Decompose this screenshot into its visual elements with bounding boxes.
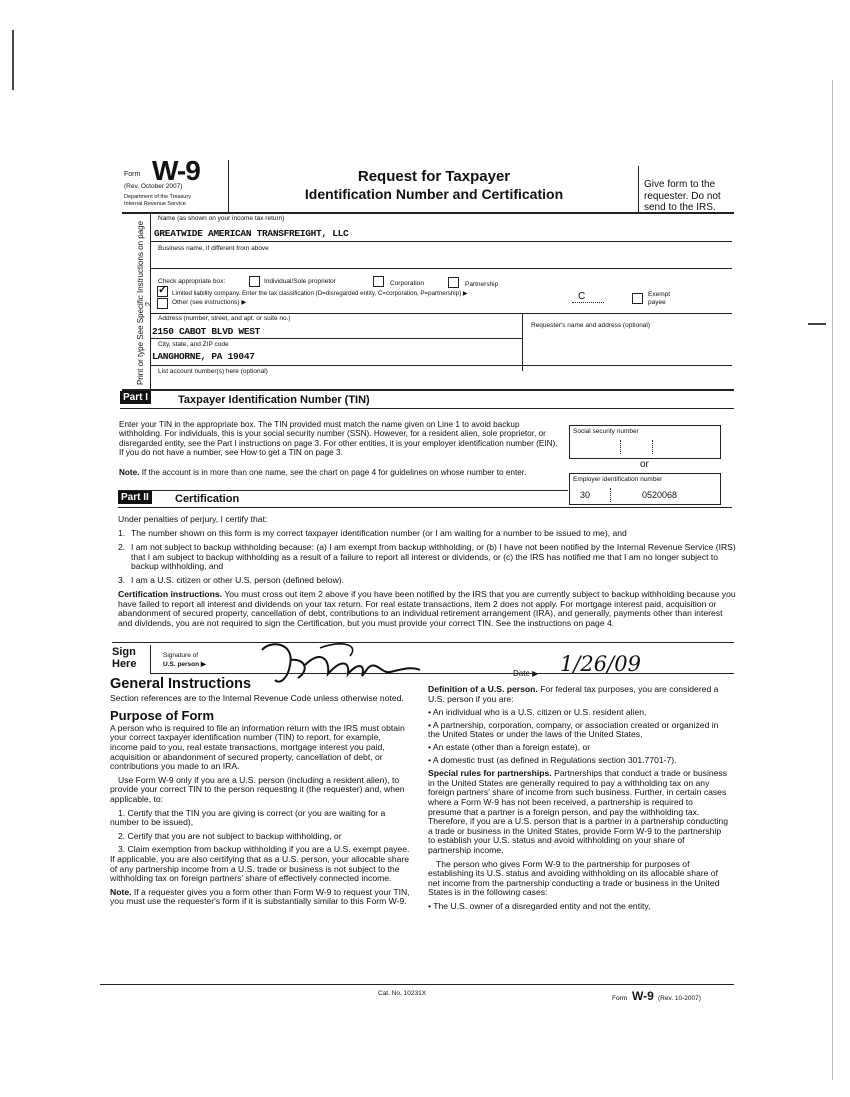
part2-item-3 xyxy=(118,576,730,586)
form-title-line2: Identification Number and Certification xyxy=(304,186,564,202)
disregarded-entity-bullet: • The U.S. owner of a disregarded entity and not the entity, xyxy=(428,900,651,911)
ein-label: Employer identification number xyxy=(573,476,663,483)
catalog-number: Cat. No. 10231X xyxy=(378,990,427,997)
part1-note-label: Note. xyxy=(119,468,140,477)
us-person-text: For federal tax purposes, you are considered a U.S. person if you are: xyxy=(428,684,719,704)
scan-mark-right xyxy=(808,323,826,325)
purpose-p1: A person who is required to file an information return with the IRS must obtain your correct taxpayer identification number (TIN) to report, for example, income paid to you, real estate transactions, mortgage interest you paid, acquisition or abandonment of secured property, cancellation of debt, or contributions you made to an IRA. xyxy=(110,722,405,772)
other-label: Other (see instructions) ▶ xyxy=(172,299,247,306)
left-column xyxy=(110,676,410,911)
footer-revision: (Rev. 10-2007) xyxy=(658,995,701,1002)
header-bottom-rule xyxy=(122,212,734,214)
us-person-list xyxy=(428,708,728,765)
part2-item-2 xyxy=(118,543,738,572)
item-num: 3. xyxy=(118,575,126,585)
ssn-sep-1 xyxy=(620,440,621,454)
ein-box[interactable] xyxy=(569,473,721,505)
part1-title: Taxpayer Identification Number (TIN) xyxy=(178,394,370,406)
ein-suffix: 0520068 xyxy=(642,490,678,500)
signature-label-1: Signature of xyxy=(163,652,199,659)
special-rules-label: Special rules for partnerships. xyxy=(428,768,552,779)
name-rule xyxy=(150,241,732,242)
sign-divider xyxy=(150,645,151,673)
part1-text xyxy=(119,420,561,458)
header-divider-right xyxy=(638,166,639,212)
scan-edge-right xyxy=(832,80,833,1080)
requester-divider xyxy=(522,313,523,371)
us-person-label: Definition of a U.S. person. xyxy=(428,684,538,694)
form-number: W-9 xyxy=(152,155,200,186)
left-note xyxy=(110,888,410,907)
part2-rule xyxy=(118,507,732,508)
ssn-sep-2 xyxy=(652,440,653,454)
item-text: I am not subject to backup withholding because: (a) I am exempt from backup withholding, or (b) I have not been notified by the Internal Revenue Service (IRS) that I am subject to backup withholding as a result of a failure to report all interest or dividends, or (c) the IRS has notified me that I am no longer subject to backup withholding, and xyxy=(131,542,736,572)
item-text: The number shown on this form is my correct taxpayer identification number (or I am waiting for a number to be issued to me), and xyxy=(131,528,627,538)
us-person-definition xyxy=(428,685,728,704)
corporation-label: Corporation xyxy=(390,280,424,287)
llc-check-mark: ✓ xyxy=(158,284,168,296)
purpose-p2: Use Form W-9 only if you are a U.S. person (including a resident alien), to provide your correct TIN to the person requesting it (the requester) and, when applicable, to: xyxy=(110,774,405,804)
part2-item-1 xyxy=(118,529,730,539)
part1-note xyxy=(119,468,549,477)
side-instructions: Print or type See Specific Instructions on page 2. xyxy=(136,220,153,386)
date-value[interactable]: 1/26/09 xyxy=(560,652,641,676)
exempt-payee-label: Exempt payee xyxy=(648,291,671,306)
name-value[interactable]: GREATWIDE AMERICAN TRANSFREIGHT, LLC xyxy=(154,228,349,239)
part2-label: Part II xyxy=(118,491,152,504)
ein-sep xyxy=(610,488,611,502)
ein-prefix: 30 xyxy=(580,490,591,500)
cert-instructions-text: You must cross out item 2 above if you have been notified by the IRS that you are currently subject to backup withholding because you have failed to report all interest and dividends on your tax return. For real estate transactions, item 2 does not apply. For mortgage interest paid, acquisition or abandonment of secured property, cancellation of debt, contributions to an individual retirement arrangement (IRA), and generally, payments other than interest and dividends, you are not required to sign the Certification, but you must provide your correct TIN. See the instructions on page 4. xyxy=(118,589,736,628)
list-item: • A domestic trust (as defined in Regulations section 301.7701-7). xyxy=(428,754,677,765)
llc-label: Limited liability company. Enter the tax classification (D=disregarded entity, C=corporation, P=partnership) ▶ xyxy=(172,290,468,297)
account-rule xyxy=(122,389,734,391)
general-instructions-heading: General Instructions xyxy=(110,676,252,692)
item-num: 1. xyxy=(118,528,126,538)
gives-form-paragraph: The person who gives Form W-9 to the partnership for purposes of establishing its U.S. status and avoiding withholding on its allocable share of net income from the partnership conducting a trade or business in the United States is in the following cases: xyxy=(428,858,720,898)
cert-instructions-label: Certification instructions. xyxy=(118,589,223,599)
section-refs: Section references are to the Internal Revenue Code unless otherwise noted. xyxy=(110,692,404,703)
purpose-heading: Purpose of Form xyxy=(110,708,215,724)
city-rule xyxy=(150,365,732,366)
part1-note-text: If the account is in more than one name, see the chart on page 4 for guidelines on whose number to enter. xyxy=(141,468,527,477)
form-label: Form xyxy=(124,171,141,178)
list-item: • A partnership, corporation, company, or association created or organized in the United States or under the laws of the United States, xyxy=(428,719,719,740)
other-checkbox[interactable] xyxy=(157,298,168,309)
sign-here: Sign Here xyxy=(112,646,137,670)
dept-treasury: Department of the Treasury xyxy=(124,194,191,200)
city-label: City, state, and ZIP code xyxy=(158,341,229,348)
exempt-payee-checkbox[interactable] xyxy=(632,293,643,304)
footer-form-label: Form xyxy=(612,995,628,1002)
form-title-line1: Request for Taxpayer xyxy=(357,168,511,185)
header-divider-left xyxy=(228,160,229,212)
tin-or: or xyxy=(640,459,649,470)
date-label: Date ▶ xyxy=(513,669,539,678)
purpose-p4: 2. Certify that you are not subject to backup withholding, or xyxy=(118,830,342,841)
classification-rule xyxy=(150,313,732,314)
list-item: • An individual who is a U.S. citizen or U.S. resident alien, xyxy=(428,707,647,718)
account-label: List account number(s) here (optional) xyxy=(158,368,268,375)
business-rule xyxy=(150,268,732,269)
business-label: Business name, if different from above xyxy=(158,245,269,252)
signature-label-2: U.S. person ▶ xyxy=(163,661,206,668)
item-text: I am a U.S. citizen or other U.S. person (defined below). xyxy=(131,575,345,585)
footer-form-number: W-9 xyxy=(632,989,654,1003)
form-revision: (Rev. October 2007) xyxy=(124,183,183,190)
city-value[interactable]: LANGHORNE, PA 19047 xyxy=(152,351,255,362)
part1-label: Part I xyxy=(120,391,151,404)
purpose-p3: 1. Certify that the TIN you are giving is correct (or you are waiting for a number to be issued), xyxy=(110,807,386,828)
name-label: Name (as shown on your income tax return) xyxy=(158,215,285,222)
purpose-p5: 3. Claim exemption from backup withholding if you are a U.S. exempt payee. If applicable, you are also certifying that as a U.S. person, your allocable share of any partnership income from a U.S. trade or business is not subject to the withholding tax on foreign partners' share of effectively connected income. xyxy=(110,844,410,884)
individual-label: Individual/Sole proprietor xyxy=(264,278,336,285)
part2-title: Certification xyxy=(175,493,240,505)
cert-instructions xyxy=(118,590,736,628)
left-note-label: Note. xyxy=(110,886,132,897)
partnership-label: Partnership xyxy=(465,281,499,288)
ssn-label: Social security number xyxy=(573,428,639,435)
part2-intro: Under penalties of perjury, I certify that: xyxy=(118,514,268,524)
list-item: • An estate (other than a foreign estate), or xyxy=(428,741,591,752)
llc-class-rule xyxy=(572,302,604,303)
right-column xyxy=(428,685,728,915)
llc-class-value[interactable]: C xyxy=(578,291,586,302)
give-form-note: Give form to the requester. Do not send to the IRS. xyxy=(644,179,721,213)
corporation-checkbox[interactable] xyxy=(373,276,384,287)
special-rules xyxy=(428,769,728,855)
part1-instructions: Enter your TIN in the appropriate box. The TIN provided must match the name given on Line 1 to avoid backup withholding. For individuals, this is your social security number (SSN). However, for a resident alien, sole proprietor, or disregarded entity, see the Part I instructions on page 3. For other entities, it is your employer identification number (EIN). If you do not have a number, see How to get a TIN on page 3. xyxy=(119,420,558,458)
footer-rule xyxy=(100,984,734,985)
ssn-box[interactable] xyxy=(569,425,721,459)
individual-checkbox[interactable] xyxy=(249,276,260,287)
requester-label: Requester's name and address (optional) xyxy=(531,322,651,329)
check-label: Check appropriate box: xyxy=(158,278,226,285)
address-label: Address (number, street, and apt. or suite no.) xyxy=(158,315,291,322)
scan-edge-left xyxy=(12,30,14,90)
sign-rule xyxy=(150,673,734,674)
address-rule xyxy=(150,338,522,339)
left-note-text: If a requester gives you a form other than Form W-9 to request your TIN, you must use the requester's form if it is substantially similar to this Form W-9. xyxy=(110,886,410,907)
irs-label: Internal Revenue Service xyxy=(124,201,186,207)
item-num: 2. xyxy=(118,542,126,552)
special-rules-text: Partnerships that conduct a trade or business in the United States are generally required to pay a withholding tax on any foreign partners' share of income from such business. Further, in certain cases where a Form W-9 has not been received, a partnership is required to presume that a partner is a foreign person, and pay the withholding tax. Therefore, if you are a U.S. person that is a partner in a partnership conducting a trade or business in the United States, provide Form W-9 to the partnership to establish your U.S. status and avoid withholding on your share of partnership income. xyxy=(428,768,728,855)
side-rule xyxy=(150,212,151,390)
partnership-checkbox[interactable] xyxy=(448,277,459,288)
part2-top-rule xyxy=(118,490,568,491)
part1-rule xyxy=(120,408,734,409)
address-value[interactable]: 2150 CABOT BLVD WEST xyxy=(152,326,261,337)
